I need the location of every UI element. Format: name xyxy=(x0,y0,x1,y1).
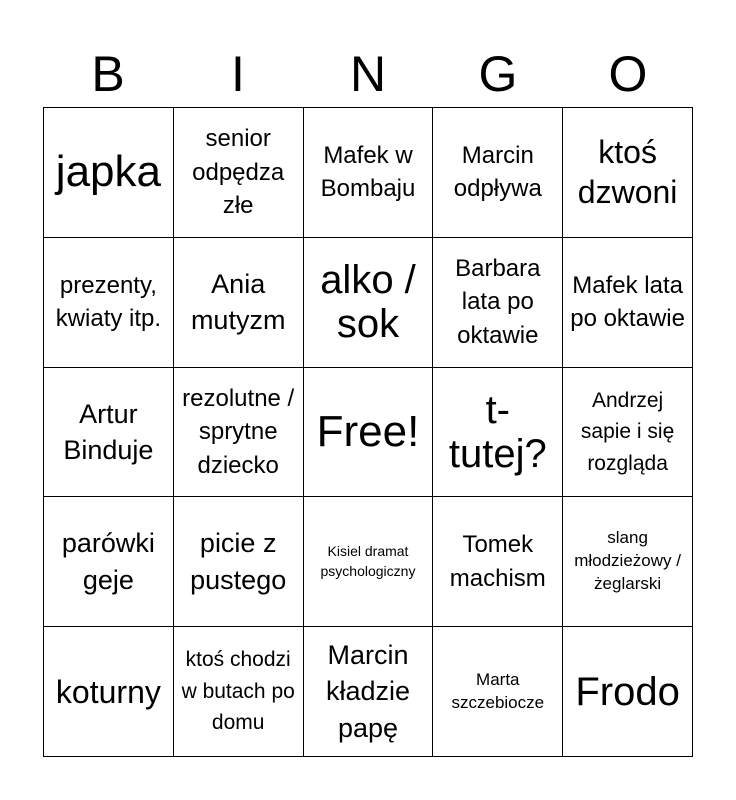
bingo-cell-r4-c2[interactable] xyxy=(174,497,304,627)
bingo-cell-r1-c4[interactable] xyxy=(433,108,563,238)
bingo-cell-text: parówki geje xyxy=(61,528,155,595)
bingo-cell-r2-c3[interactable] xyxy=(304,238,434,368)
bingo-cell-r4-c3[interactable] xyxy=(304,497,434,627)
bingo-cell-text: Andrzej sapie i się rozgląda xyxy=(580,388,675,475)
header-letter-i: I xyxy=(231,46,245,102)
bingo-cell-r1-c2[interactable] xyxy=(174,108,304,238)
bingo-cell-r5-c3[interactable] xyxy=(304,627,434,757)
bingo-cell-free[interactable] xyxy=(304,368,434,498)
bingo-cell-text: Marcin odpływa xyxy=(453,141,542,203)
bingo-cell-text: ktoś chodzi w butach po domu xyxy=(181,648,295,735)
bingo-cell-r5-c4[interactable] xyxy=(433,627,563,757)
bingo-cell-r1-c1[interactable] xyxy=(44,108,174,238)
header-letter-o: O xyxy=(608,46,648,102)
header-letter-b: B xyxy=(91,46,125,102)
bingo-cell-text: Kisiel dramat psychologiczny xyxy=(320,543,416,579)
bingo-cell-text: rezolutne / sprytne dziecko xyxy=(182,384,295,479)
bingo-cell-r5-c1[interactable] xyxy=(44,627,174,757)
bingo-cell-r2-c5[interactable] xyxy=(563,238,693,368)
header-letter-g: G xyxy=(478,46,518,102)
bingo-cell-r5-c5[interactable] xyxy=(563,627,693,757)
bingo-cell-r4-c1[interactable] xyxy=(44,497,174,627)
bingo-cell-text: Ania mutyzm xyxy=(190,268,286,336)
bingo-cell-r3-c5[interactable] xyxy=(563,368,693,498)
bingo-cell-text: prezenty, kwiaty itp. xyxy=(55,271,162,333)
bingo-cell-r2-c4[interactable] xyxy=(433,238,563,368)
bingo-cell-r2-c1[interactable] xyxy=(44,238,174,368)
bingo-cell-text: ktoś dzwoni xyxy=(577,134,678,211)
bingo-cell-text: Frodo xyxy=(575,669,680,714)
bingo-cell-r2-c2[interactable] xyxy=(174,238,304,368)
bingo-cell-r1-c3[interactable] xyxy=(304,108,434,238)
bingo-cell-r1-c5[interactable] xyxy=(563,108,693,238)
bingo-cell-r3-c4[interactable] xyxy=(433,368,563,498)
bingo-cell-r3-c1[interactable] xyxy=(44,368,174,498)
bingo-cell-text: japka xyxy=(55,147,161,197)
bingo-cell-text: Marcin kładzie papę xyxy=(325,639,411,743)
bingo-grid xyxy=(43,107,693,757)
bingo-cell-r5-c2[interactable] xyxy=(174,627,304,757)
bingo-cell-text: Mafek lata po oktawie xyxy=(570,271,685,333)
bingo-cell-text: Barbara lata po oktawie xyxy=(455,254,541,349)
bingo-cell-text: Tomek machism xyxy=(449,531,546,592)
bingo-cell-text: picie z pustego xyxy=(190,528,287,595)
bingo-cell-text: koturny xyxy=(55,673,161,710)
bingo-cell-text: alko / sok xyxy=(320,258,416,347)
bingo-cell-text: senior odpędza złe xyxy=(192,125,285,220)
free-space-text: Free! xyxy=(316,406,420,456)
bingo-cell-r4-c5[interactable] xyxy=(563,497,693,627)
bingo-cell-text: t-tutej? xyxy=(448,387,547,476)
bingo-cell-r3-c2[interactable] xyxy=(174,368,304,498)
bingo-cell-text: Mafek w Bombaju xyxy=(320,141,416,203)
bingo-cell-r4-c4[interactable] xyxy=(433,497,563,627)
bingo-header xyxy=(43,40,693,108)
bingo-cell-text: Artur Binduje xyxy=(63,398,154,465)
bingo-cell-text: slang młodzieżowy / żeglarski xyxy=(574,528,681,594)
bingo-cell-text: Marta szczebiocze xyxy=(451,669,545,712)
header-letter-n: N xyxy=(349,46,387,102)
